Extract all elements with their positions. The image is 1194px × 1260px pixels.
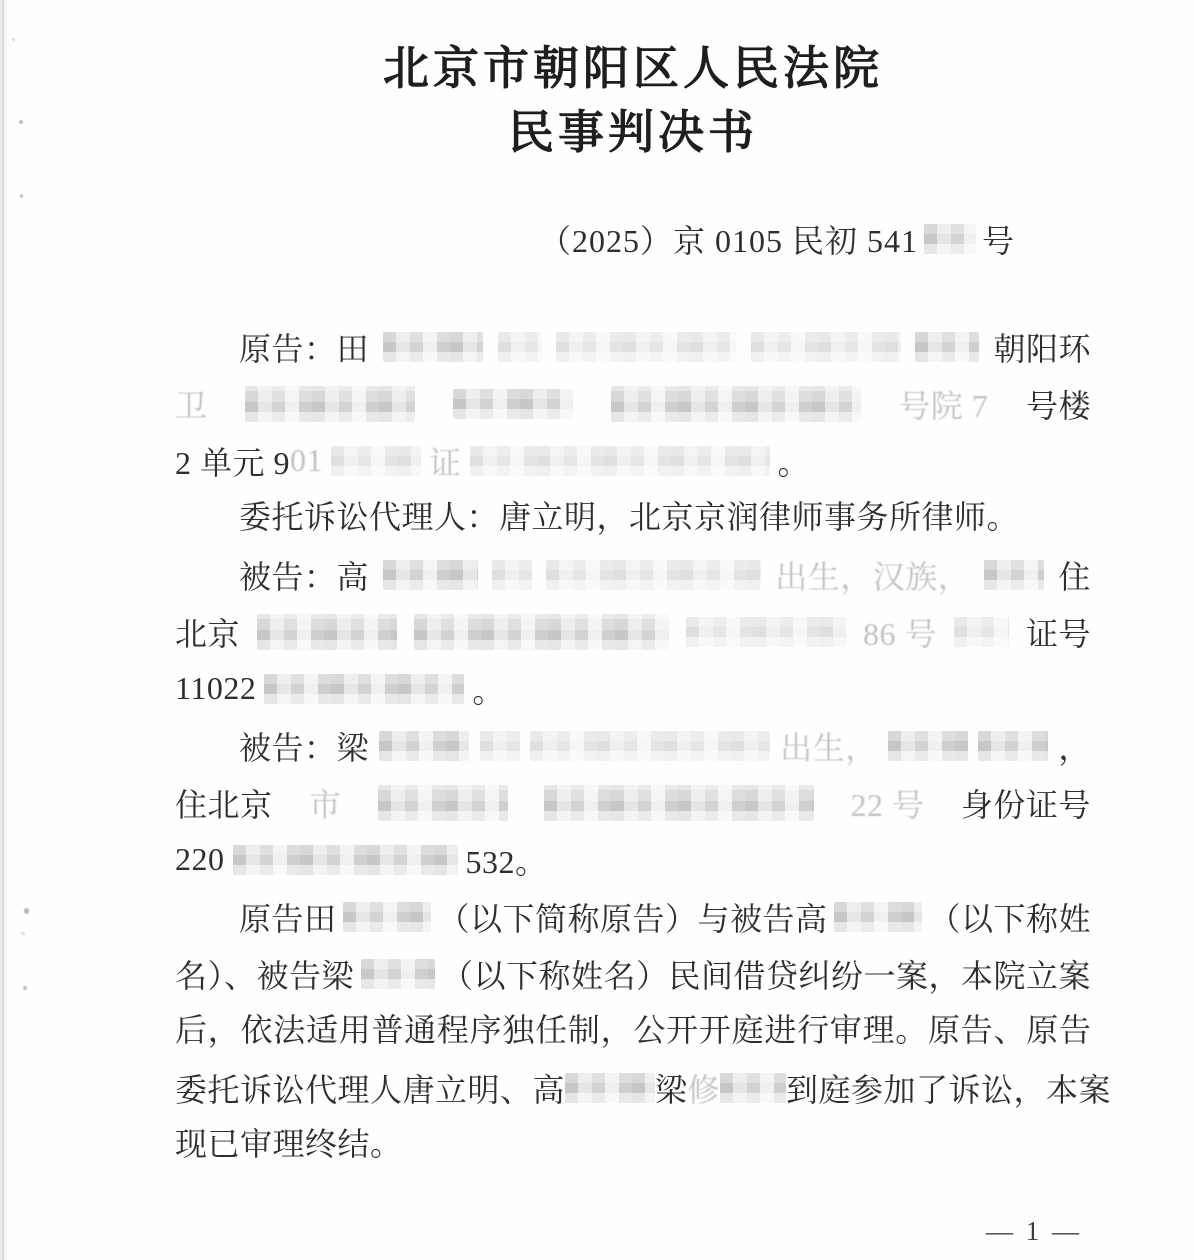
agent-line: [175, 489, 1091, 546]
plaintiff-line-2-tail: 号楼: [1025, 387, 1091, 424]
scan-speck: [24, 908, 29, 914]
ghost-text: 卫: [175, 387, 208, 424]
case-summary-line-2: [175, 945, 1091, 1002]
defendant1-address-part: 北京: [175, 615, 241, 652]
defendant1-line-1-tail: 住: [1058, 558, 1091, 595]
defendant1-line-2: [175, 603, 1091, 660]
redaction-block: [720, 1073, 786, 1103]
defendant2-line-2: [175, 774, 1091, 831]
ghost-text: 出生，汉族，: [775, 558, 971, 595]
summary-text: （以下称姓: [928, 900, 1091, 937]
redaction-block: [544, 785, 814, 821]
case-number-prefix: （2025）京 0105 民初 541: [538, 223, 918, 259]
ghost-text: 修: [687, 1071, 721, 1108]
redaction-block: [915, 332, 979, 362]
redaction-block: [264, 674, 464, 704]
redaction-block: [378, 785, 508, 821]
ghost-text: 证: [429, 444, 462, 481]
redaction-block: [924, 224, 976, 254]
summary-text: 梁: [655, 1071, 688, 1108]
judgment-body: [175, 318, 1112, 1173]
redaction-block: [611, 386, 861, 422]
summary-text: 委托诉讼代理人唐立明、高: [175, 1071, 566, 1108]
ghost-text: 市: [308, 786, 342, 823]
redaction-block: [530, 731, 770, 761]
summary-text: （以下称姓名）民间借贷纠纷一案，本院立案: [440, 957, 1091, 994]
redaction-block: [383, 560, 478, 590]
redaction-block: [834, 902, 922, 932]
redaction-block: [453, 389, 573, 419]
scan-speck: [20, 194, 23, 198]
redaction-block: [498, 332, 542, 362]
scan-edge-line: [2, 0, 4, 1260]
plaintiff-line-1: [175, 318, 1091, 375]
redaction-block: [751, 332, 901, 362]
ghost-text: 号院 7: [898, 387, 989, 424]
summary-text: 后，依法适用普通程序独任制，公开开庭进行审理。原告、原告: [175, 1012, 1091, 1048]
redaction-block: [331, 446, 421, 476]
redaction-block: [686, 617, 846, 647]
case-number-suffix: 号: [981, 223, 1015, 259]
redaction-block: [233, 845, 458, 875]
defendant2-address-part: 住北京: [175, 786, 273, 823]
summary-text: 名）、被告梁: [175, 957, 355, 994]
ghost-text: 86 号: [862, 615, 937, 652]
defendant2-line-3: [175, 831, 1091, 888]
summary-text: 现已审理终结。: [175, 1126, 403, 1162]
defendant2-line-1: [175, 717, 1091, 774]
redaction-block: [984, 560, 1044, 590]
court-name-title: 北京市朝阳区人民法院: [383, 42, 883, 94]
scan-speck: [19, 120, 23, 124]
redaction-block: [379, 731, 469, 761]
summary-text: （以下简称原告）与被告高: [437, 900, 828, 937]
redaction-block: [978, 731, 1048, 761]
redaction-block: [257, 614, 397, 650]
defendant2-line-2-tail: 身份证号: [960, 786, 1091, 823]
case-summary-line-1: [175, 888, 1091, 945]
defendant2-label: 被告：梁: [239, 729, 370, 766]
defendant1-line-2-tail: 证号: [1025, 615, 1091, 652]
plaintiff-line-3-tail: 。: [777, 444, 811, 481]
redaction-block: [480, 731, 520, 761]
page-number: — 1 —: [986, 1216, 1082, 1246]
plaintiff-line-1-tail: 朝阳环: [993, 330, 1091, 367]
scan-speck: [21, 932, 25, 935]
defendant1-line-3-tail: 。: [472, 672, 505, 709]
case-summary-line-3: [175, 1002, 1091, 1059]
defendant2-line-1-tail: ，: [1058, 729, 1091, 766]
defendant1-line-1: [175, 546, 1091, 603]
redaction-block: [546, 560, 761, 590]
case-number-line: [175, 216, 1091, 262]
redaction-block: [343, 902, 431, 932]
plaintiff-address-part: 2 单元 9: [175, 444, 291, 481]
defendant1-label: 被告：高: [239, 558, 370, 595]
document-type-title: 民事判决书: [508, 106, 758, 158]
case-summary-line-4: [175, 1059, 1112, 1116]
redaction-block: [954, 617, 1009, 647]
redaction-block: [492, 560, 532, 590]
redaction-block: [414, 614, 669, 650]
redaction-block: [556, 332, 736, 362]
summary-text: 到庭参加了诉讼，本案: [786, 1071, 1112, 1108]
ghost-text: 01: [290, 442, 324, 478]
defendant1-id-part: 11022: [175, 670, 257, 706]
scan-speck: [23, 986, 27, 990]
summary-text: 原告田: [239, 900, 337, 937]
ghost-text: 22 号: [850, 786, 925, 823]
case-summary-line-5: [175, 1116, 1091, 1173]
defendant2-line-3-tail: 532。: [465, 843, 548, 880]
defendant2-id-part: 220: [175, 841, 225, 877]
redaction-block: [470, 446, 770, 476]
scan-speck: [12, 38, 15, 41]
agent-text: 委托诉讼代理人：唐立明，北京京润律师事务所律师。: [239, 499, 1020, 535]
ghost-text: 出生，: [780, 729, 878, 766]
redaction-block: [888, 731, 968, 761]
redaction-block: [245, 386, 415, 422]
plaintiff-line-2: [175, 375, 1091, 432]
redaction-block: [565, 1073, 655, 1103]
redaction-block: [361, 959, 435, 989]
defendant1-line-3: [175, 660, 1091, 717]
plaintiff-line-3: [175, 432, 1091, 489]
plaintiff-label: 原告：田: [239, 330, 370, 367]
redaction-block: [383, 332, 483, 362]
